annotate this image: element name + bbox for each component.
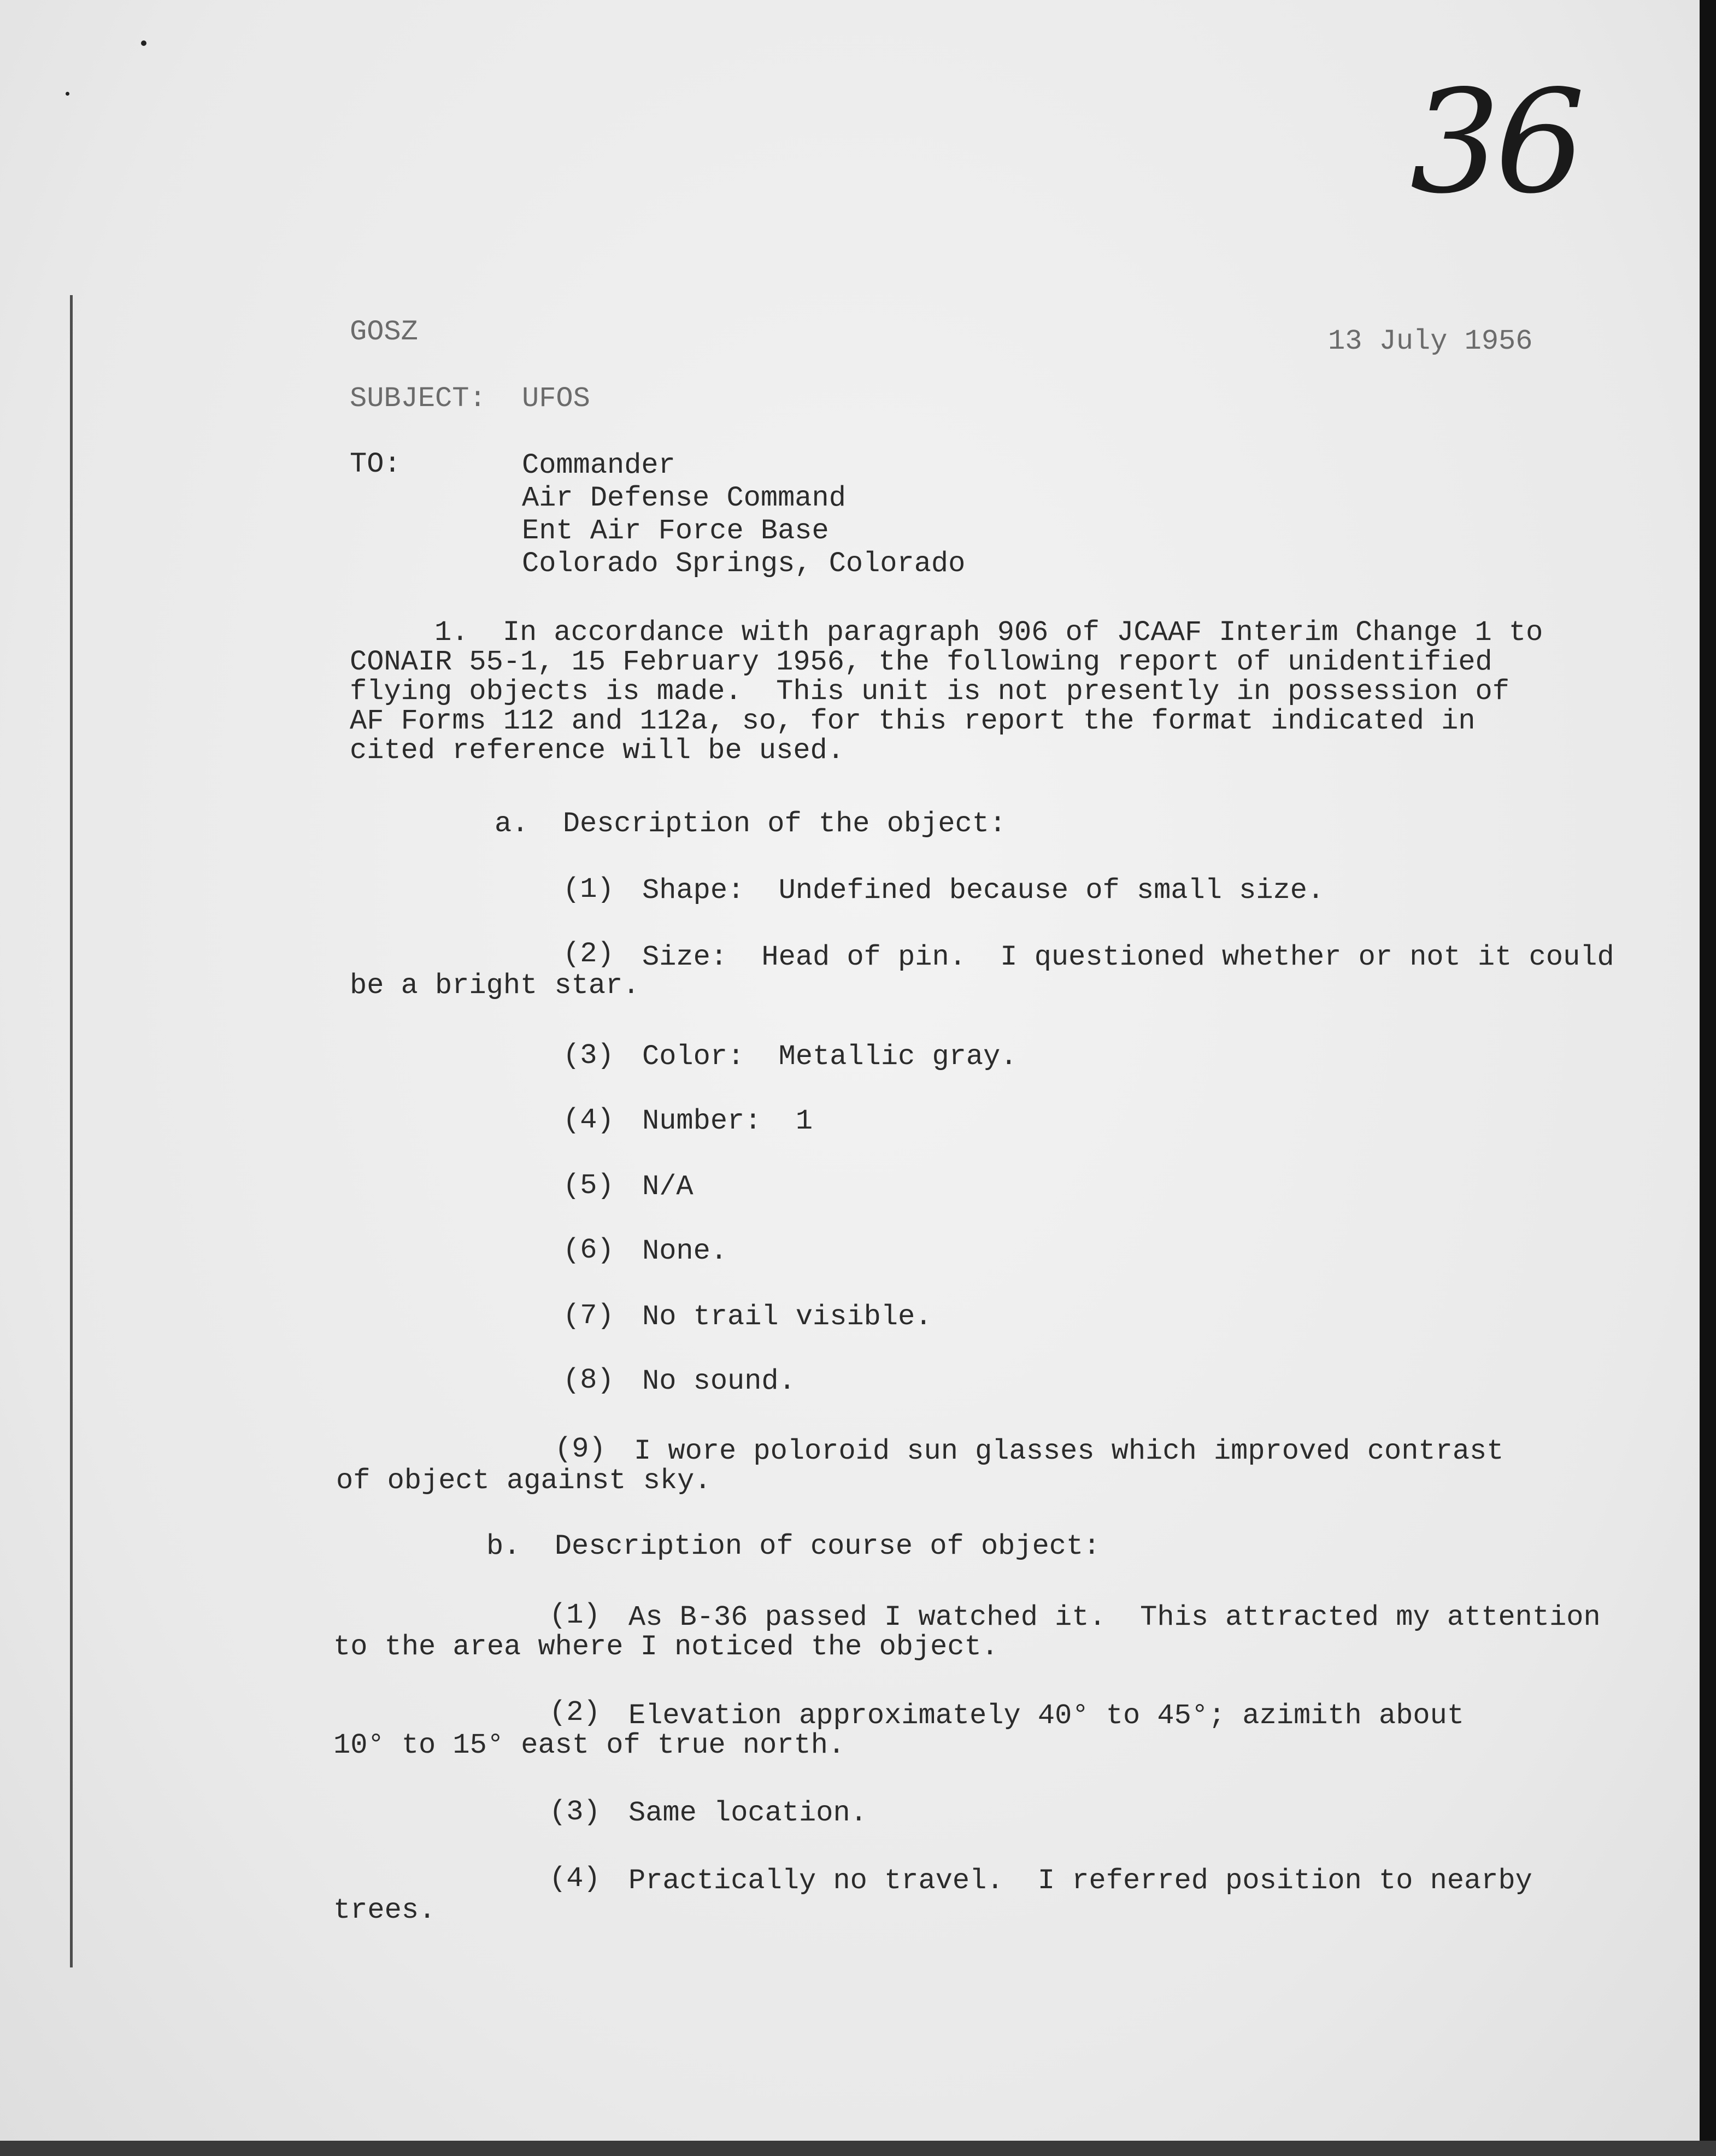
scan-border-right <box>1700 0 1716 2156</box>
paragraph-1-line: cited reference will be used. <box>350 735 844 767</box>
item-number: (2) <box>563 938 614 970</box>
item-text: Practically no travel. I referred position to nearby <box>628 1865 1532 1897</box>
item-number: (2) <box>549 1696 601 1729</box>
document-date: 13 July 1956 <box>1328 325 1533 357</box>
item-continuation: to the area where I noticed the object. <box>333 1631 998 1663</box>
item-text: None. <box>642 1235 728 1267</box>
item-text: No trail visible. <box>642 1301 932 1333</box>
speck <box>66 92 69 96</box>
scan-border-bottom <box>0 2141 1716 2156</box>
item-number: (9) <box>555 1433 606 1465</box>
item-number: (6) <box>563 1234 614 1266</box>
office-code: GOSZ <box>350 316 418 348</box>
subject-value: UFOS <box>522 383 590 415</box>
speck <box>141 40 146 46</box>
handwritten-page-number: 36 <box>1410 60 1580 225</box>
item-text: I wore poloroid sun glasses which improved contrast <box>634 1435 1504 1467</box>
section-b-heading: b. Description of course of object: <box>486 1530 1101 1562</box>
item-number: (7) <box>563 1300 614 1332</box>
to-label: TO: <box>350 448 401 480</box>
item-text: N/A <box>642 1171 694 1203</box>
item-continuation: trees. <box>333 1894 436 1926</box>
item-continuation: be a bright star. <box>350 970 640 1002</box>
item-text: Number: 1 <box>642 1105 813 1137</box>
to-line: Commander <box>522 449 675 481</box>
to-line: Air Defense Command <box>522 482 846 514</box>
item-continuation: 10° to 15° east of true north. <box>333 1729 845 1761</box>
paragraph-1-line: CONAIR 55-1, 15 February 1956, the following report of unidentified <box>350 646 1492 678</box>
paragraph-1-line: 1. In accordance with paragraph 906 of JCAAF Interim Change 1 to <box>434 616 1543 649</box>
paragraph-1-line: flying objects is made. This unit is not presently in possession of <box>350 675 1509 708</box>
item-number: (8) <box>563 1364 614 1396</box>
paragraph-1-line: AF Forms 112 and 112a, so, for this report the format indicated in <box>350 705 1476 737</box>
left-margin-rule <box>70 295 73 1967</box>
to-line: Colorado Springs, Colorado <box>522 548 966 580</box>
item-continuation: of object against sky. <box>336 1465 712 1497</box>
item-text: As B-36 passed I watched it. This attracted my attention <box>628 1601 1601 1634</box>
item-text: Same location. <box>628 1797 867 1829</box>
item-text: Color: Metallic gray. <box>642 1041 1018 1073</box>
item-number: (4) <box>563 1104 614 1136</box>
item-number: (3) <box>563 1039 614 1072</box>
subject-label: SUBJECT: <box>350 383 486 415</box>
item-text: Shape: Undefined because of small size. <box>642 874 1325 907</box>
item-number: (3) <box>549 1796 601 1828</box>
to-line: Ent Air Force Base <box>522 515 829 547</box>
item-number: (1) <box>563 873 614 906</box>
item-number: (5) <box>563 1170 614 1202</box>
item-number: (1) <box>549 1599 601 1631</box>
section-a-heading: a. Description of the object: <box>495 808 1007 840</box>
item-text: Elevation approximately 40° to 45°; azimith about <box>628 1700 1465 1732</box>
item-number: (4) <box>549 1863 601 1895</box>
item-text: No sound. <box>642 1365 796 1397</box>
item-text: Size: Head of pin. I questioned whether or not it could <box>642 941 1614 973</box>
